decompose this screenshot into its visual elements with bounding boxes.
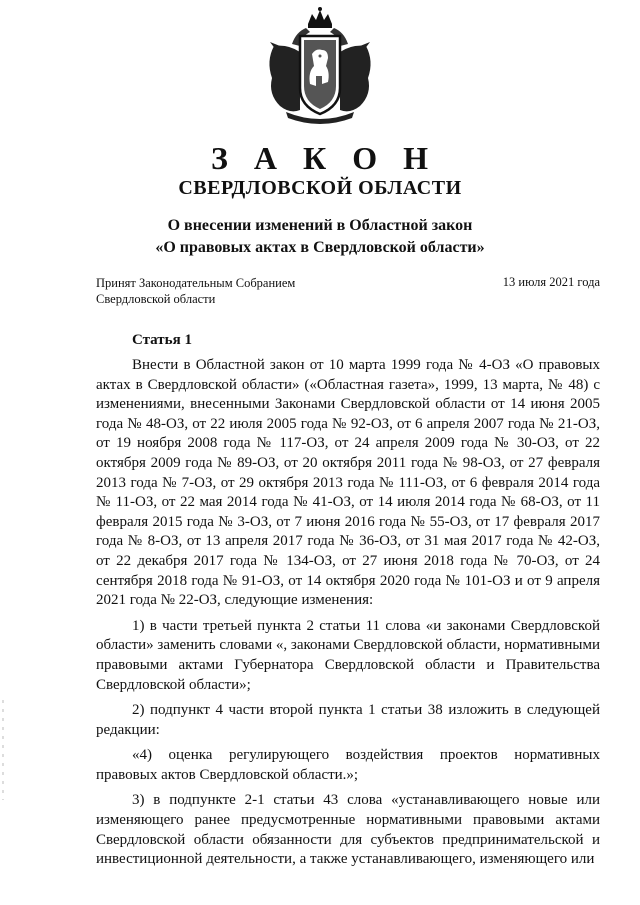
document-title: З А К О Н bbox=[211, 140, 437, 176]
article-paragraph: Внести в Областной закон от 10 марта 1999 года № 4-ОЗ «О правовых актах в Свердловской области» («Областная газета», 1999, 13 марта, № 48) с изменениями, внесенными Законами Свердловской области от 14 июня 2005 года № 48-ОЗ, от 22 июля 2005 года № 92-ОЗ, от 6 апреля 2007 года № 21-ОЗ, от 19 ноября 2008 года № 117-ОЗ, от 24 апреля 2009 года № 30-ОЗ, от 22 октября 2009 года № 89-ОЗ, от 20 октября 2011 года № 98-ОЗ, от 27 февраля 2013 года № 7-ОЗ, от 29 октября 2013 года № 111-ОЗ, от 6 февраля 2014 года № 11-ОЗ, от 22 мая 2014 года № 41-ОЗ, от 14 июля 2014 года № 68-ОЗ, от 11 февраля 2015 года № 3-ОЗ, от 7 июня 2016 года № 55-ОЗ, от 17 февраля 2017 года № 8-ОЗ, от 13 апреля 2017 года № 36-ОЗ, от 31 мая 2017 года № 42-ОЗ, от 22 декабря 2017 года № 134-ОЗ, от 27 июня 2018 года № 70-ОЗ, от 24 сентября 2018 года № 91-ОЗ, от 14 октября 2020 года № 101-ОЗ и от 9 апреля 2021 года № 22-ОЗ, следующие изменения: bbox=[96, 357, 600, 609]
article-paragraph: 1) в части третьей пункта 2 статьи 11 слова «и законами Свердловской области» заменить словами «, законами Свердловской области, нормативными правовыми актами Губернатора Свердловской области и Правительства Свердловской области»; bbox=[96, 617, 600, 693]
document-subtitle: СВЕРДЛОВСКОЙ ОБЛАСТИ bbox=[178, 177, 462, 199]
article-paragraph: 2) подпункт 4 части второй пункта 1 статьи 38 изложить в следующей редакции: bbox=[96, 702, 600, 738]
article-paragraph: 3) в подпункте 2-1 статьи 43 слова «устанавливающего новые или изменяющего ранее предусмотренные нормативными правовыми актами Свердловской области обязанности для субъектов предпринимательской и инвестиционной деятельности, а также устанавливающего, изменяющего или bbox=[96, 792, 600, 868]
scan-margin-mark bbox=[2, 700, 4, 800]
law-subject-line1: О внесении изменений в Областной закон bbox=[167, 217, 473, 234]
article-body bbox=[96, 356, 600, 876]
law-subject-line2: «О правовых актах в Свердловской области» bbox=[155, 239, 485, 256]
law-subject bbox=[0, 215, 640, 259]
adoption-note-line2: Свердловской области bbox=[96, 292, 216, 306]
adoption-note bbox=[96, 275, 295, 307]
adoption-note-line1: Принят Законодательным Собранием bbox=[96, 276, 296, 290]
article-paragraph: «4) оценка регулирующего воздействия проектов нормативных правовых актов Свердловской области.»; bbox=[96, 747, 600, 783]
coat-of-arms-icon bbox=[256, 6, 384, 128]
adoption-date: 13 июля 2021 года bbox=[502, 275, 600, 289]
article-heading: Статья 1 bbox=[132, 332, 192, 348]
